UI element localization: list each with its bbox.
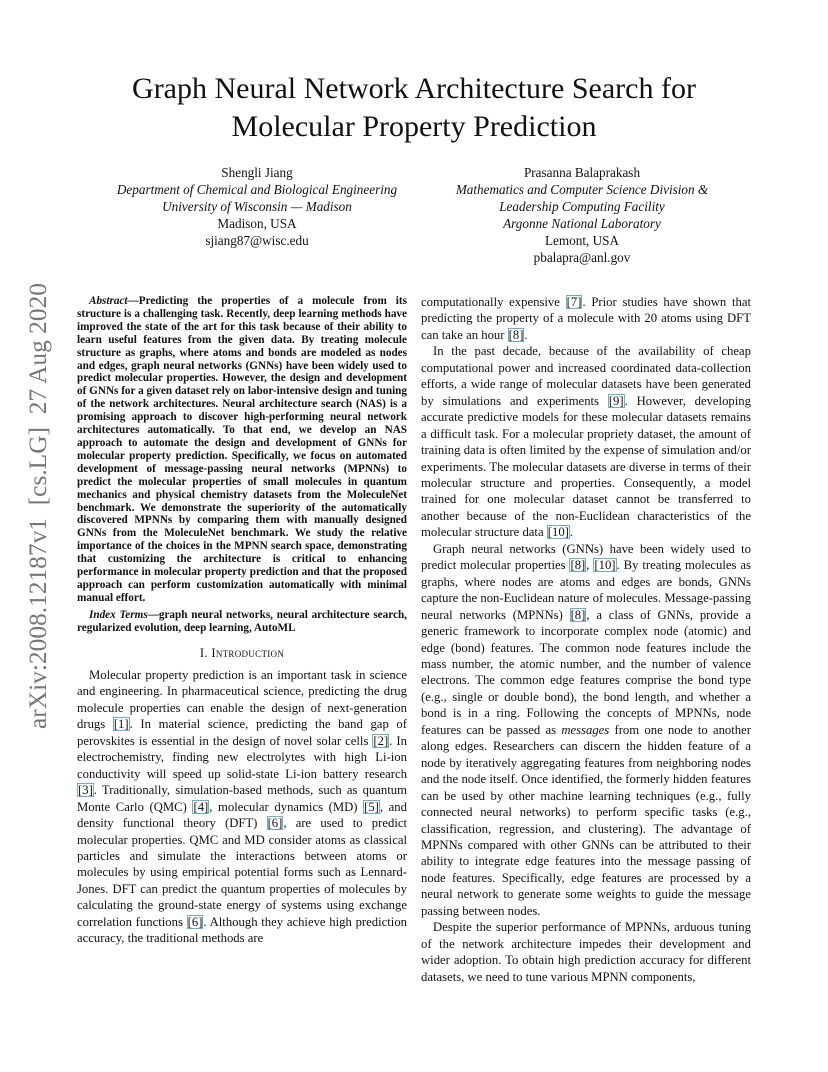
abstract	[77, 295, 407, 605]
index-terms-text: —graph neural networks, neural architecture search, regularized evolution, deep learning, AutoML	[77, 608, 407, 634]
body-text: , and density functional theory (DFT)	[77, 799, 407, 831]
author-location: Madison, USA	[217, 216, 297, 231]
arxiv-stamp	[22, 283, 54, 729]
author-email[interactable]: pbalapra@anl.gov	[533, 250, 631, 265]
right-column	[421, 294, 751, 985]
intro-paragraph-1	[77, 667, 407, 947]
citation-link[interactable]: [10]	[594, 558, 616, 573]
body-text: . Prior studies have shown that predicting the property of a molecule with 20 atoms using DFT can take an hour	[421, 295, 751, 342]
right-paragraph-1	[421, 294, 751, 343]
body-text: .	[569, 525, 574, 540]
author-affiliation: Mathematics and Computer Science Division &	[455, 182, 709, 197]
emphasis-text: messages	[561, 722, 610, 737]
body-text: .	[524, 327, 528, 342]
author-affiliation: Leadership Computing Facility	[499, 199, 665, 214]
citation-link[interactable]: [1]	[113, 717, 129, 732]
body-text: ,	[586, 558, 594, 573]
right-paragraph-4	[421, 919, 751, 985]
title-line-1: Graph Neural Network Architecture Search for	[132, 72, 696, 105]
body-text: Molecular property prediction is an important task in science and engineering. In pharmaceutical science, predicting the drug molecule properties can enable the design of next-generation drugs	[77, 668, 407, 732]
author-block-1	[87, 164, 427, 249]
abstract-label: Abstract	[89, 295, 128, 307]
author-name: Prasanna Balaprakash	[523, 165, 641, 180]
citation-link[interactable]: [7]	[566, 295, 582, 309]
citation-link[interactable]: [5]	[364, 799, 379, 814]
arxiv-stamp-text: arXiv:2008.12187v1 [cs.LG] 27 Aug 2020	[25, 290, 52, 729]
citation-link[interactable]: [8]	[570, 607, 586, 622]
abstract-text: —Predicting the properties of a molecule from its structure is a challenging task. Recently, deep learning methods have improved the state of the art for this task because of their ability to learn useful features from the given data. By treating molecule structure as graphs, where atoms and bonds are modeled as nodes and edges, graph neural networks (GNNs) have been widely used to predict molecular properties. However, the design and development of GNNs for a given dataset rely on labor-intensive design and tuning of the network architectures. Neural architecture search (NAS) is a promising approach to discover high-performing neural network architectures automatically. To that end, we develop an NAS approach to automate the design and development of GNNs for molecular property prediction. Specifically, we focus on automated development of message-passing neural networks (MPNNs) to predict the molecular properties of small molecules in quantum mechanics and physical chemistry datasets from the MoleculeNet benchmark. We demonstrate the superiority of the automatically discovered MPNNs by comparing them with manually designed GNNs from the MoleculeNet benchmark. We study the relative importance of the choices in the MPNN search space, demonstrating that customizing the architecture is critical to enhancing performance in molecular property prediction and that the proposed approach can perform customization automatically with minimal manual effort.	[77, 295, 407, 604]
body-text: , a class of GNNs, provide a generic framework to incorporate complex node (atomic) and edge (bond) features. The common node features include the mass number, the atomic number, and the number of valence electrons. The common edge features comprise the bond type (e.g., single or double bond), the bond length, and whether a bond is in a ring. Following the concepts of MPNNs, node features can be passed as	[421, 607, 751, 737]
section-heading: I. Introduction	[199, 645, 285, 660]
author-affiliation: University of Wisconsin — Madison	[162, 199, 352, 214]
body-text: . Although they achieve high prediction accuracy, the traditional methods are	[77, 914, 408, 946]
body-text: . However, developing accurate predictive models for these molecular datasets remains a difficult task. For a molecular propriety dataset, the amount of training data is often limited by the expense of simulation and/or experiments. The molecular datasets are diverse in terms of their molecular structure and properties. Consequently, a model trained for one molecular dataset cannot be transferred to another because of the non-Euclidean characteristics of the molecular structure data	[421, 393, 751, 540]
body-text: In the past decade, because of the availability of cheap computational power and increased coordinated data-collection efforts, a wide range of molecular datasets have been generated by simulations and experiments	[421, 344, 751, 408]
index-terms-label: Index Terms	[89, 608, 148, 621]
author-affiliation: Department of Chemical and Biological Engineering	[116, 182, 398, 197]
citation-link[interactable]: [9]	[608, 393, 624, 408]
author-location: Lemont, USA	[545, 233, 619, 248]
author-name: Shengli Jiang	[221, 165, 293, 180]
citation-link[interactable]: [8]	[570, 558, 586, 573]
body-text: . In electrochemistry, finding new electrolytes with high Li-ion conductivity will speed up solid-state Li-ion battery research	[77, 733, 407, 781]
citation-link[interactable]: [4]	[193, 799, 209, 814]
left-column	[77, 295, 407, 947]
body-text: , are used to predict molecular properties. QMC and MD consider atoms as classical particles and simulate the interactions between atoms or molecules by using empirical potential forms such as Lennard-Jones. DFT can predict the quantum properties of molecules by calculating the ground-state energy of systems using exchange correlation functions	[77, 816, 408, 929]
title-line-2: Molecular Property Prediction	[231, 110, 597, 143]
author-email[interactable]: sjiang87@wisc.edu	[205, 233, 309, 248]
body-text: . Traditionally, simulation-based methods, such as quantum Monte Carlo (QMC)	[77, 783, 407, 814]
body-text: . In material science, predicting the band gap of perovskites is essential in the design of novel solar cells	[77, 717, 407, 748]
paper-title	[0, 70, 828, 146]
body-text: . By treating molecules as graphs, where nodes are atoms and edges are bonds, GNNs capture the non-Euclidean nature of molecules. Message-passing neural networks (MPNNs)	[421, 558, 751, 622]
index-terms	[77, 609, 407, 635]
citation-link[interactable]: [8]	[508, 327, 524, 342]
citation-link[interactable]: [6]	[267, 816, 283, 831]
body-text: , molecular dynamics (MD)	[209, 799, 364, 814]
body-text: Despite the superior performance of MPNNs, arduous tuning of the network architecture impedes their development and wider adoption. To obtain high prediction accuracy for different datasets, we need to tune various MPNN components,	[421, 920, 751, 984]
citation-link[interactable]: [6]	[187, 914, 203, 929]
body-text: from one node to another along edges. Researchers can discern the hidden feature of a node by iteratively aggregating features from neighboring nodes and the node itself. Once identified, the formerly hidden features can be used by other machine learning techniques (e.g., fully connected neural networks) to perform specific tasks (e.g., classification, regression, and clustering). The advantage of MPNNs compared with other GNNs can be attributed to their ability to integrate edge features into the message passing of node features. Specifically, edge features are processed by a neural network to generate some weights to guide the message passing between nodes.	[421, 722, 751, 918]
citation-link[interactable]: [3]	[78, 783, 93, 798]
body-text: computationally expensive	[421, 295, 566, 309]
author-affiliation: Argonne National Laboratory	[503, 216, 661, 231]
citation-link[interactable]: [10]	[547, 525, 569, 540]
citation-link[interactable]: [2]	[373, 733, 389, 748]
right-paragraph-3	[421, 541, 751, 919]
author-block-2	[412, 164, 752, 266]
body-text: Graph neural networks (GNNs) have been widely used to predict molecular properties	[421, 541, 751, 573]
right-paragraph-2	[421, 343, 751, 540]
